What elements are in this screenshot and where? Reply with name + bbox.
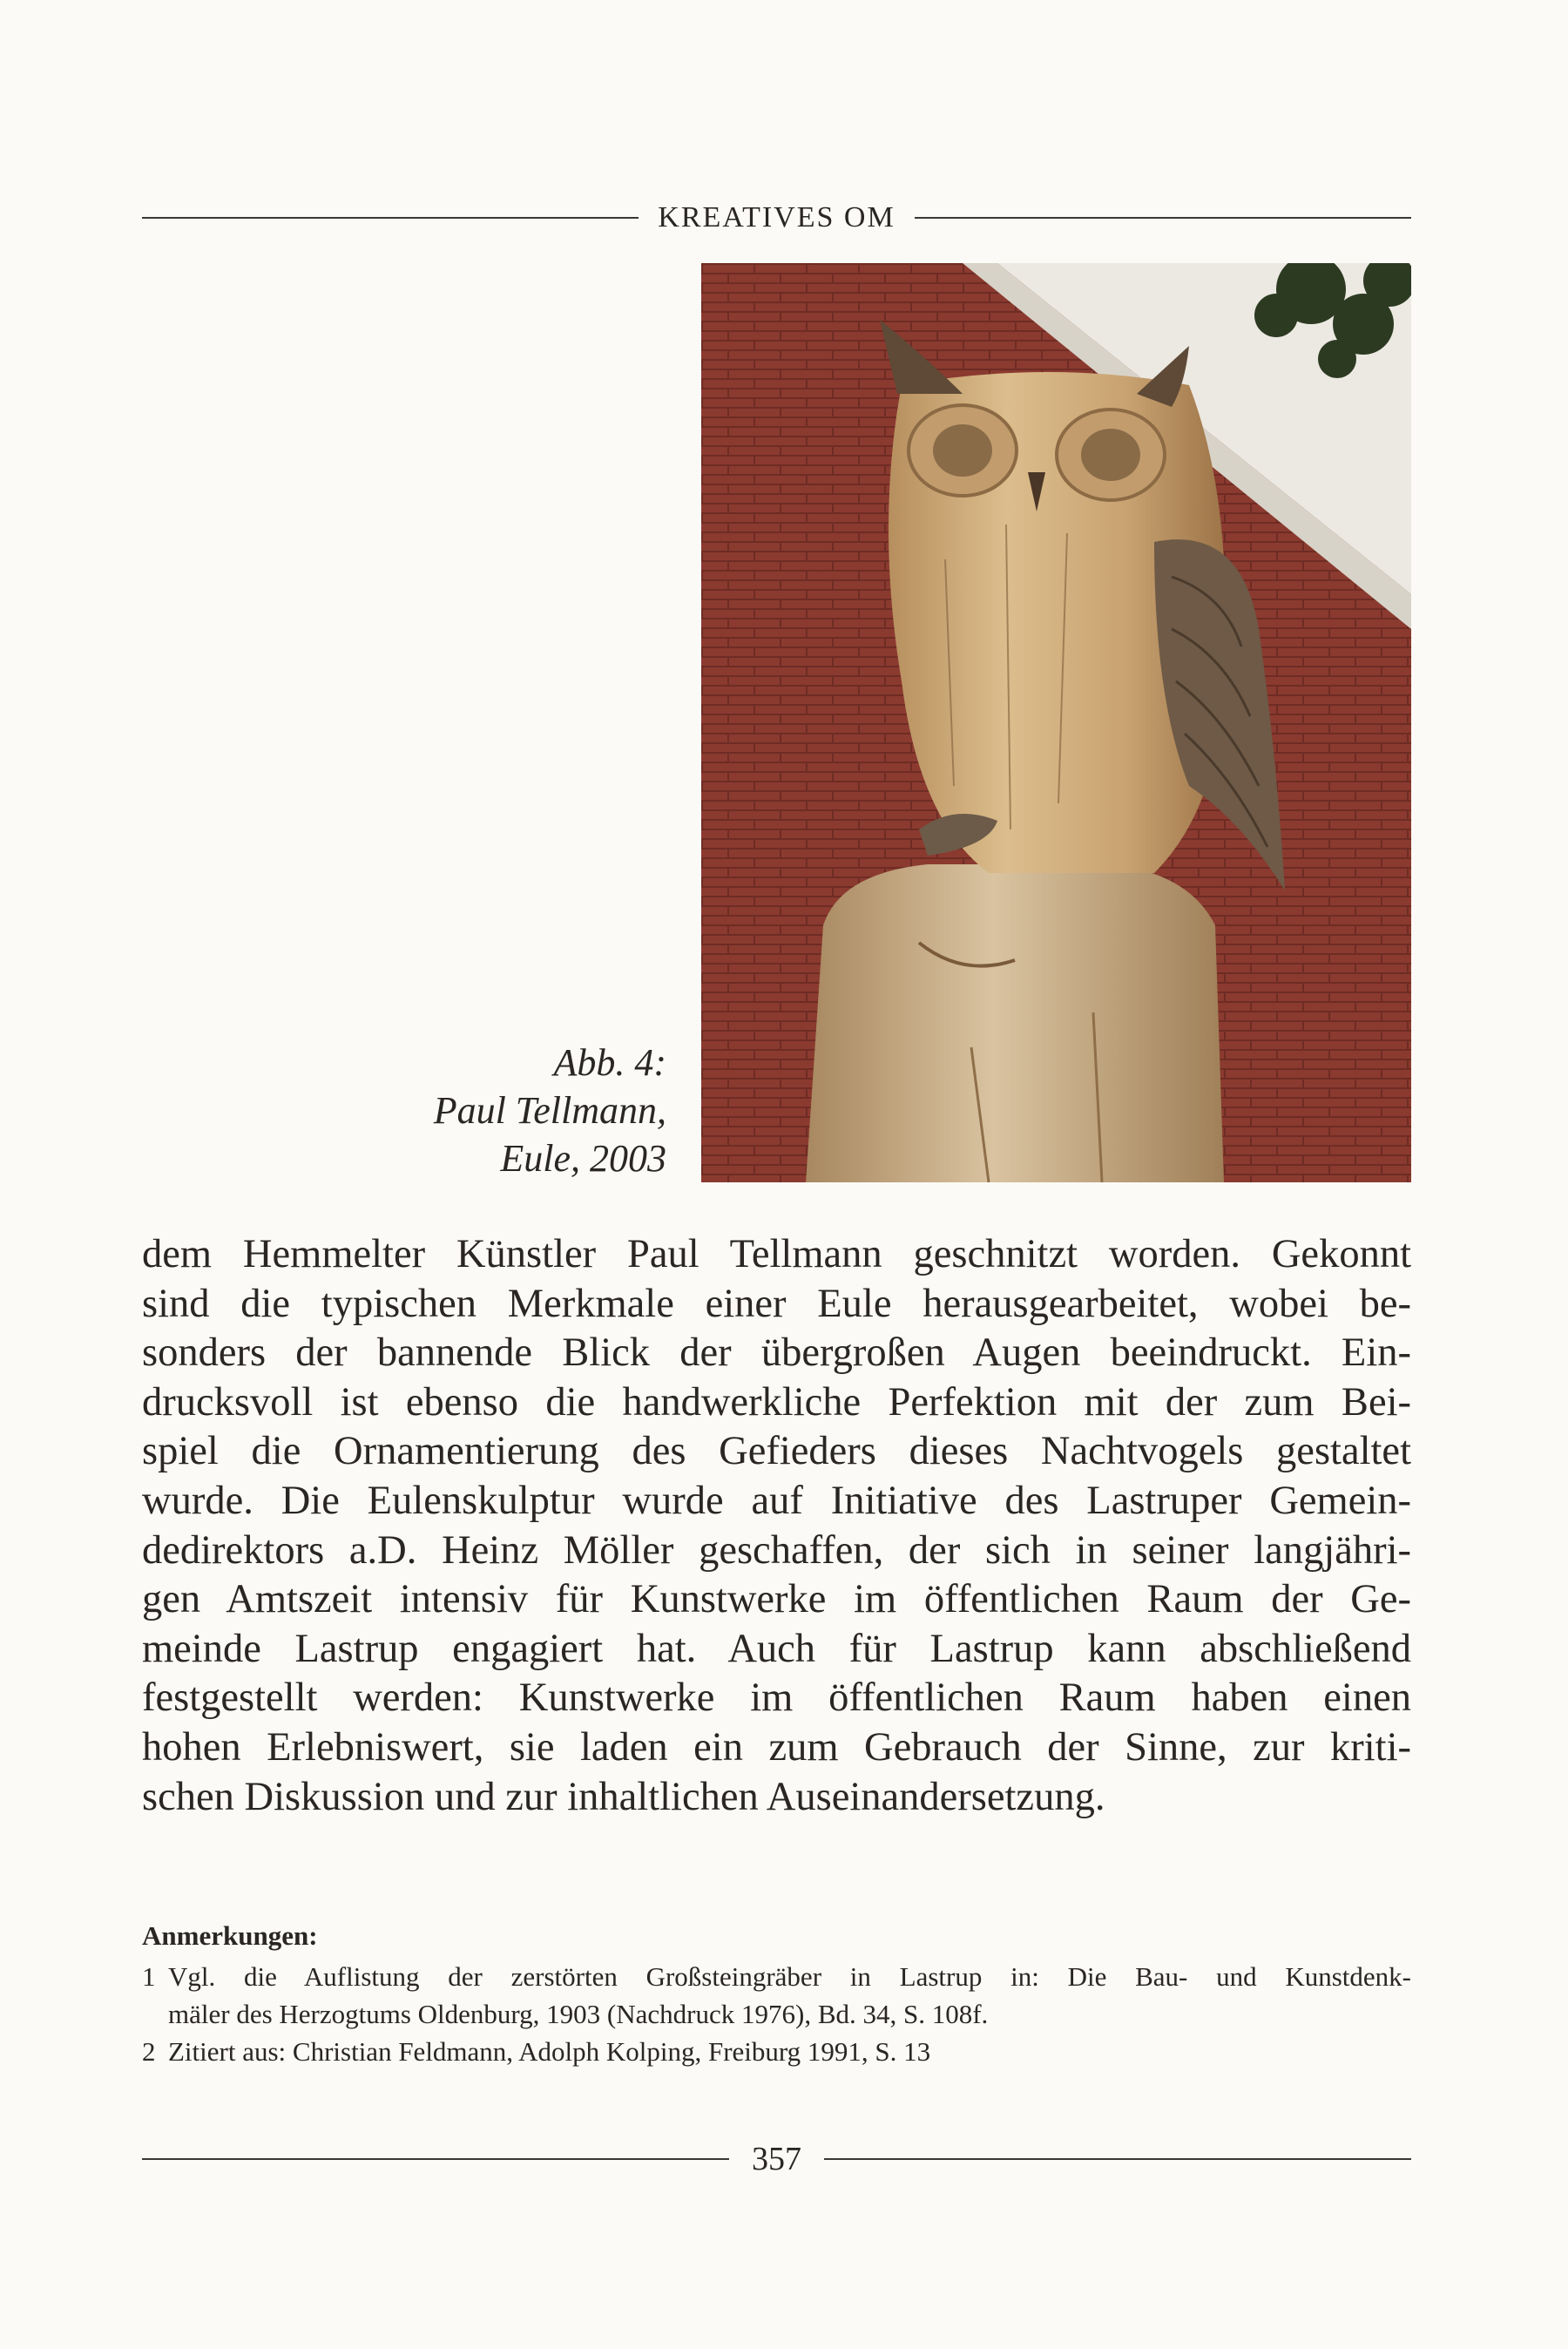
footnotes [142,1917,1411,2070]
body-paragraph [142,1230,1411,1822]
footnote-line: mäler des Herzogtums Oldenburg, 1903 (Nachdruck 1976), Bd. 34, S. 108f. [168,1999,989,2029]
body-line: spiel die Ornamentierung des Gefieders dieses Nachtvogels gestaltet [142,1429,1411,1474]
figure-caption [301,1039,666,1182]
running-title: KREATIVES OM [658,201,896,234]
body-line: gen Amtszeit intensiv für Kunstwerke im öffentlichen Raum der Ge- [142,1577,1411,1622]
page-number: 357 [752,2141,801,2177]
body-line: sonders der bannende Blick der übergroßen Augen beeindruckt. Ein- [142,1330,1411,1376]
body-line: hohen Erlebniswert, sie laden ein zum Gebrauch der Sinne, zur kriti- [142,1724,1411,1770]
header-rule-right [915,217,1411,219]
body-line: dedirektors a.D. Heinz Möller geschaffen, der sich in seiner langjähri- [142,1527,1411,1573]
footnote [142,2033,1411,2070]
footer-rule-left [142,2158,729,2160]
body-line: drucksvoll ist ebenso die handwerkliche Perfektion mit der zum Bei- [142,1379,1411,1425]
footnote-text [168,2033,1411,2070]
footnote-line: Zitiert aus: Christian Feldmann, Adolph Kolping, Freiburg 1991, S. 13 [168,2036,931,2067]
footnote-number: 1 [142,1961,156,1992]
footnotes-title: Anmerkungen: [142,1920,318,1951]
footnote-line: Vgl. die Auflistung der zerstörten Großsteingräber in Lastrup in: Die Bau- und Kunstdenk- [168,1961,1411,1992]
caption-line: Abb. 4: [553,1041,666,1084]
footer-rule-right [824,2158,1411,2160]
footnote-number: 2 [142,2036,156,2067]
body-line: dem Hemmelter Künstler Paul Tellmann geschnitzt worden. Gekonnt [142,1232,1411,1276]
page-footer [142,2133,1411,2185]
body-line: wurde. Die Eulenskulptur wurde auf Initiative des Lastruper Gemein- [142,1478,1411,1523]
footnote [142,1958,1411,2033]
caption-line: Paul Tellmann, [433,1089,666,1132]
body-line: schen Diskussion und zur inhaltlichen Auseinandersetzung. [142,1774,1105,1819]
figure-owl-sculpture-photo [701,263,1411,1182]
body-line: sind die typischen Merkmale einer Eule herausgearbeitet, wobei be- [142,1281,1411,1326]
footnote-text [168,1958,1411,2033]
header-rule-left [142,217,639,219]
owl-sculpture-illustration [701,263,1411,1182]
running-header [142,193,1411,242]
body-line: festgestellt werden: Kunstwerke im öffentlichen Raum haben einen [142,1675,1411,1721]
body-line: meinde Lastrup engagiert hat. Auch für Lastrup kann abschließend [142,1626,1411,1671]
caption-line: Eule, 2003 [500,1137,666,1180]
